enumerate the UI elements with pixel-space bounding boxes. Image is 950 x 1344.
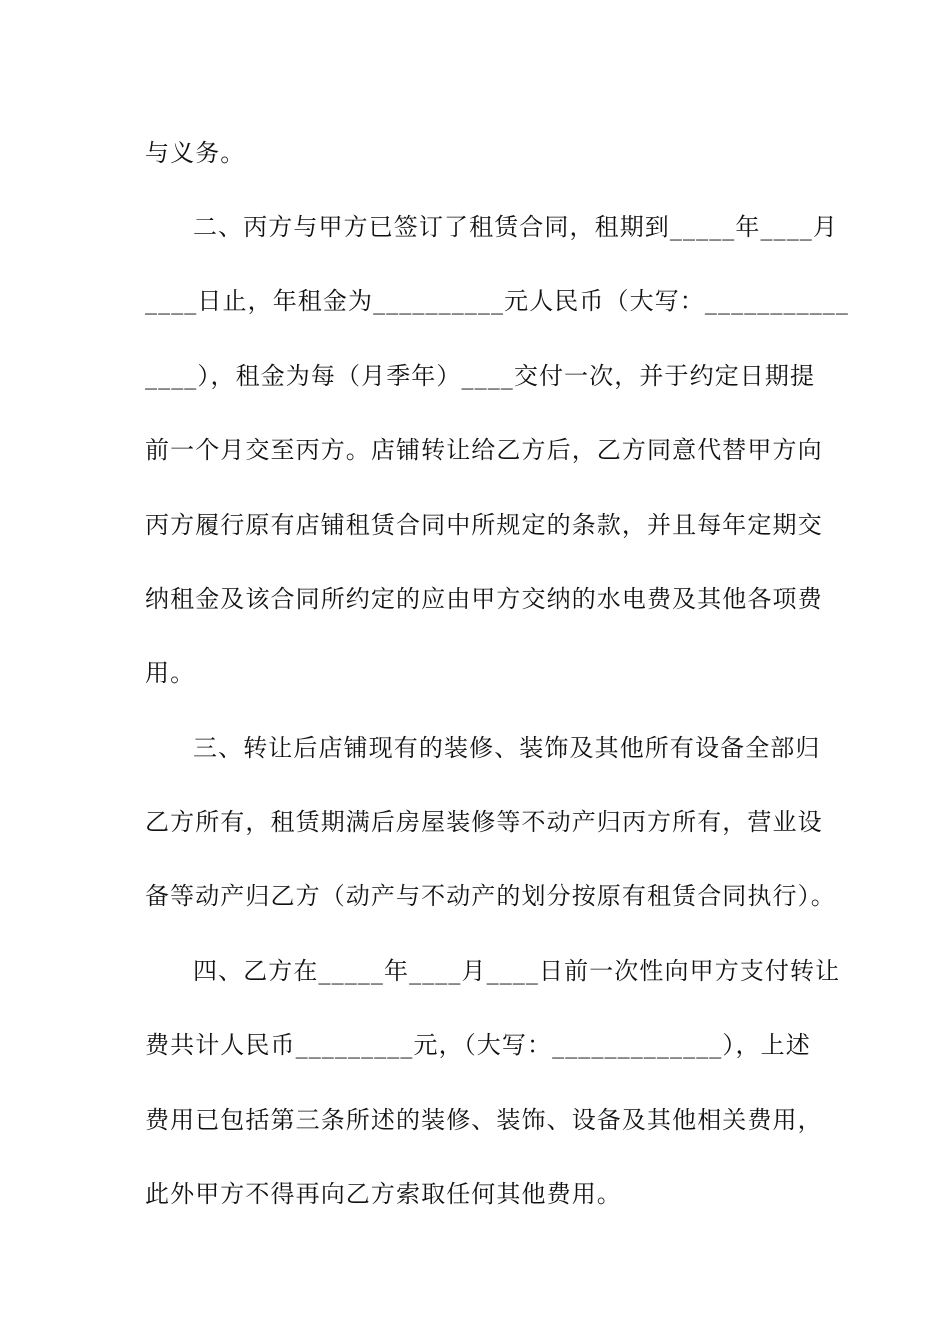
text-line-3: ____日止，年租金为__________元人民币（大写：___________ xyxy=(145,287,849,315)
text-line-9: 三、转让后店铺现有的装修、装饰及其他所有设备全部归 xyxy=(193,734,821,762)
text-line-8: 用。 xyxy=(145,659,196,687)
text-line-13: 费共计人民币_________元，（大写：_____________），上述 xyxy=(145,1031,811,1059)
text-line-6: 丙方履行原有店铺租赁合同中所规定的条款，并且每年定期交 xyxy=(145,511,823,539)
text-line-5: 前一个月交至丙方。店铺转让给乙方后，乙方同意代替甲方向 xyxy=(145,436,823,464)
text-line-15: 此外甲方不得再向乙方索取任何其他费用。 xyxy=(145,1180,622,1208)
text-line-4: ____），租金为每（月季年）____交付一次，并于约定日期提 xyxy=(145,362,816,390)
text-line-2: 二、丙方与甲方已签订了租赁合同，租期到_____年____月 xyxy=(193,213,838,241)
text-line-14: 费用已包括第三条所述的装修、装饰、设备及其他相关费用， xyxy=(145,1106,823,1134)
text-line-1: 与义务。 xyxy=(145,139,246,167)
text-line-7: 纳租金及该合同所约定的应由甲方交纳的水电费及其他各项费 xyxy=(145,585,823,613)
text-line-10: 乙方所有，租赁期满后房屋装修等不动产归丙方所有，营业设 xyxy=(145,808,823,836)
text-line-12: 四、乙方在_____年____月____日前一次性向甲方支付转让 xyxy=(193,957,841,985)
text-line-11: 备等动产归乙方（动产与不动产的划分按原有租赁合同执行）。 xyxy=(145,882,836,910)
